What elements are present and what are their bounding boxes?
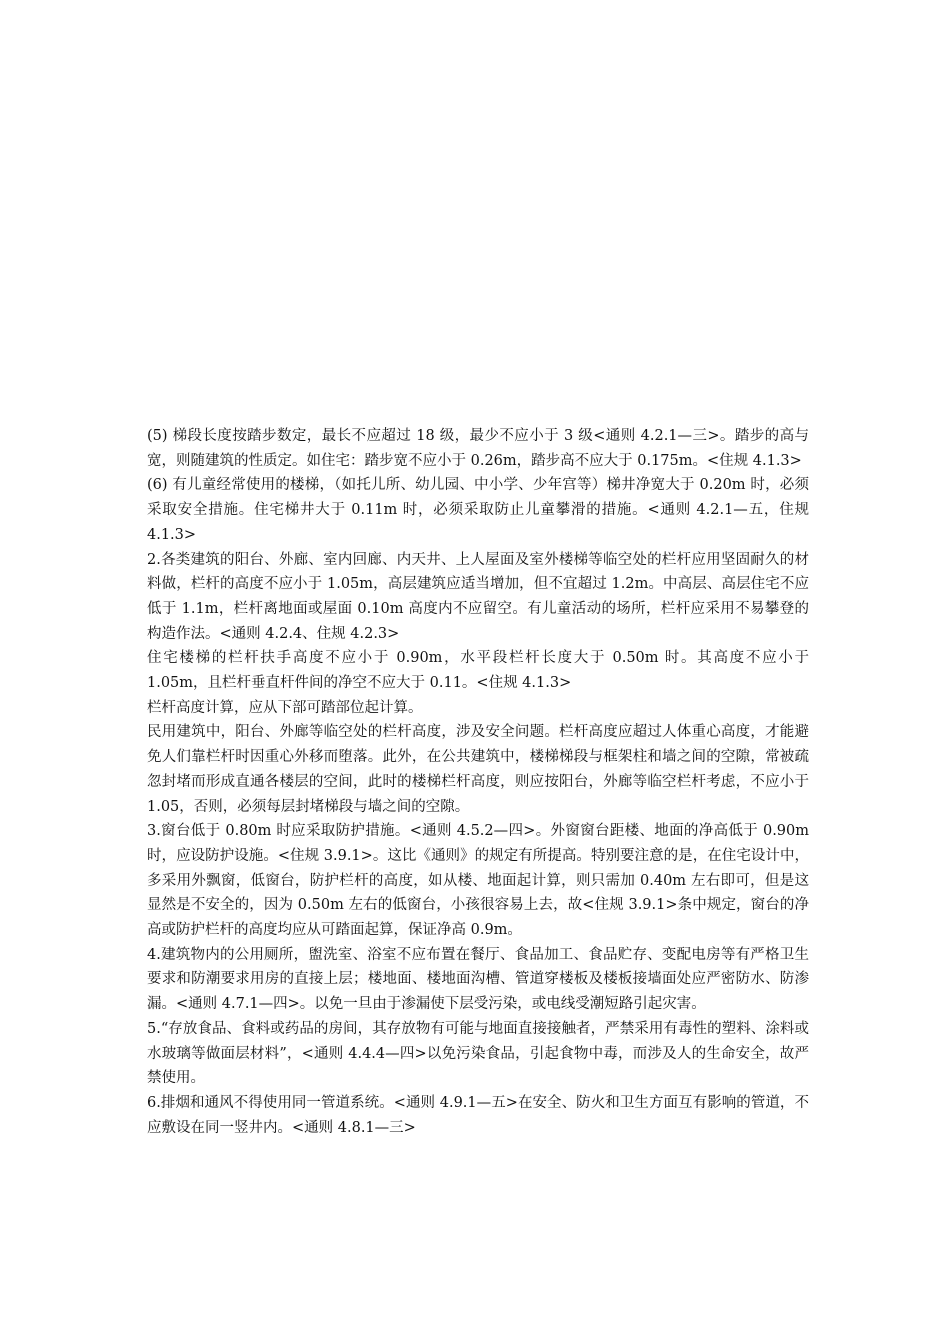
paragraph-food-storage: 5.“存放食品、食料或药品的房间，其存放物有可能与地面直接接触者，严禁采用有毒性的塑料、涂料或水玻璃等做面层材料”，<通则 4.4.4—四>以免污染食品，引起食物中毒，而涉及人的生命安全，故严禁使用。 [147,1020,809,1087]
paragraph-stairwell-width: (6) 有儿童经常使用的楼梯，（如托儿所、幼儿园、中小学、少年宫等）梯井净宽大于 0.20m 时，必须采取安全措施。住宅梯井大于 0.11m 时，必须采取防止儿童攀滑的措施。<通则 4.2.1—五，住规 4.1.3> [147,477,809,543]
paragraph-railing-height: 2.各类建筑的阳台、外廊、室内回廊、内天井、上人屋面及室外楼梯等临空处的栏杆应用坚固耐久的材料做，栏杆的高度不应小于 1.05m，高层建筑应适当增加，但不宜超过 1.2m。中高层、高层住宅不应低于 1.1m，栏杆离地面或屋面 0.10m 高度内不应留空。有儿童活动的场所，栏杆应采用不易攀登的构造作法。<通则 4.2.4、住规 4.2.3> [147,551,809,642]
paragraph-residential-handrail: 住宅楼梯的栏杆扶手高度不应小于 0.90m，水平段栏杆长度大于 0.50m 时。其高度不应小于 1.05m，且栏杆垂直杆件间的净空不应大于 0.11。<住规 4.1.3> [147,650,809,692]
paragraph-railing-measurement: 栏杆高度计算，应从下部可踏部位起计算。 [147,699,423,716]
document-body [147,424,809,1140]
paragraph-toilet-placement: 4.建筑物内的公用厕所，盥洗室、浴室不应布置在餐厅、食品加工、食品贮存、变配电房等有严格卫生要求和防潮要求用房的直接上层；楼地面、楼地面沟槽、管道穿楼板及楼板接墙面处应严密防水、防渗漏。<通则 4.7.1—四>。以免一旦由于渗漏使下层受污染，或电线受潮短路引起灾害。 [147,946,809,1013]
paragraph-window-sill: 3.窗台低于 0.80m 时应采取防护措施。<通则 4.5.2—四>。外窗窗台距楼、地面的净高低于 0.90m 时，应设防护设施。<住规 3.9.1>。这比《通则》的规定有所提高。特别要注意的是，在住宅设计中，多采用外飘窗，低窗台，防护栏杆的高度，如从楼、地面起计算，则只需加 0.40m 左右即可，但是这显然是不安全的，因为 0.50m 左右的低窗台，小孩很容易上去，故<住规 3.9.1>条中规定，窗台的净高或防护栏杆的高度均应从可踏面起算，保证净高 0.9m。 [147,823,809,939]
paragraph-smoke-ventilation: 6.排烟和通风不得使用同一管道系统。<通则 4.9.1—五>在安全、防火和卫生方面互有影响的管道，不应敷设在同一竖井内。<通则 4.8.1—三> [147,1094,809,1136]
paragraph-railing-safety: 民用建筑中，阳台、外廊等临空处的栏杆高度，涉及安全问题。栏杆高度应超过人体重心高度，才能避免人们靠栏杆时因重心外移而堕落。此外，在公共建筑中，楼梯梯段与框架柱和墙之间的空隙，常被疏忽封堵而形成直通各楼层的空间，此时的楼梯栏杆高度，则应按阳台，外廊等临空栏杆考虑，不应小于 1.05，否则，必须每层封堵梯段与墙之间的空隙。 [147,724,809,815]
paragraph-stair-flight-length: (5) 梯段长度按踏步数定，最长不应超过 18 级，最少不应小于 3 级<通则 4.2.1—三>。踏步的高与宽，则随建筑的性质定。如住宅：踏步宽不应小于 0.26m，踏步高不应大于 0.175m。<住规 4.1.3> [147,428,809,469]
